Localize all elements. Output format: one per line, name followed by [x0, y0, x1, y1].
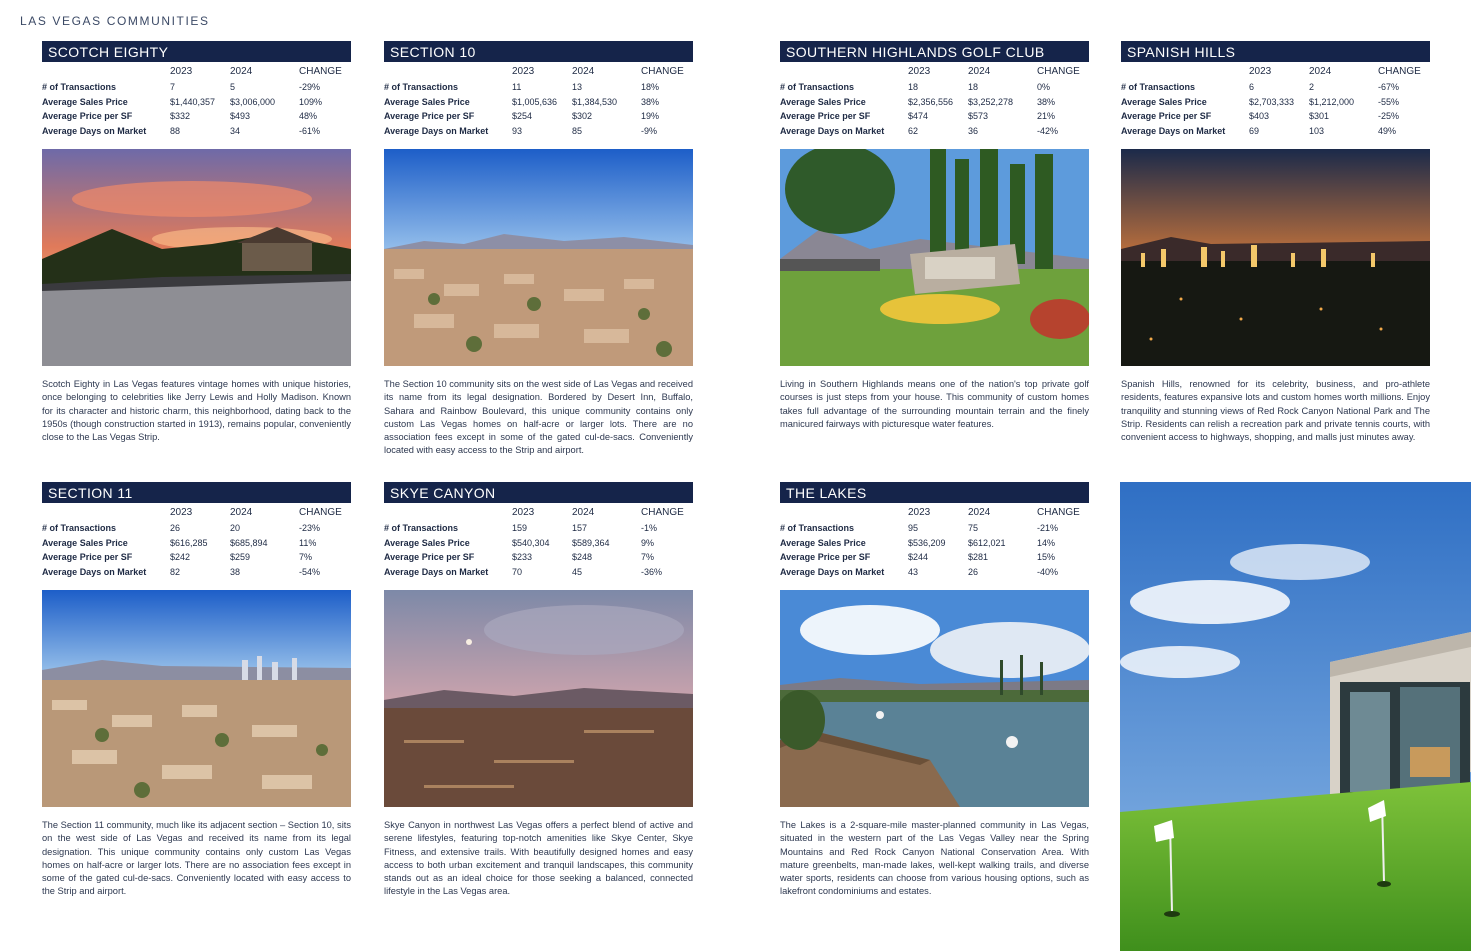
- value-2023: $332: [170, 111, 191, 122]
- stats-row: [1121, 80, 1430, 95]
- value-change: 38%: [641, 96, 660, 107]
- stats-header-change: CHANGE: [299, 66, 342, 77]
- value-2023: 93: [512, 125, 523, 136]
- stats-row: [384, 109, 693, 124]
- value-2024: 38: [230, 566, 241, 577]
- value-2023: 43: [908, 566, 919, 577]
- aerial-strip-view-photo: [42, 590, 351, 807]
- stats-header-row: [384, 507, 693, 521]
- value-2023: 95: [908, 523, 919, 534]
- stats-row: [384, 565, 693, 580]
- metric-label: Average Price per SF: [384, 111, 475, 122]
- value-2023: 7: [170, 82, 176, 93]
- value-change: -54%: [299, 566, 321, 577]
- stats-header-change: CHANGE: [299, 507, 342, 518]
- metric-label: Average Sales Price: [42, 96, 128, 107]
- stats-header-y2024: 2024: [572, 66, 595, 77]
- stats-row: [1121, 124, 1430, 139]
- value-change: -25%: [1378, 111, 1400, 122]
- stats-header-y2024: 2024: [230, 507, 253, 518]
- value-2024: $248: [572, 552, 593, 563]
- value-2024: $573: [968, 111, 989, 122]
- value-2024: $493: [230, 111, 251, 122]
- stats-row: [384, 536, 693, 551]
- golf-club-entrance-photo: [780, 149, 1089, 366]
- stats-header-y2024: 2024: [1309, 66, 1332, 77]
- value-2024: 85: [572, 125, 583, 136]
- community-title: SECTION 11: [42, 482, 351, 503]
- metric-label: Average Sales Price: [1121, 96, 1207, 107]
- stats-row: [780, 80, 1089, 95]
- value-change: 21%: [1037, 111, 1056, 122]
- stats-table: [384, 66, 693, 138]
- community-title: SPANISH HILLS: [1121, 41, 1430, 62]
- value-2023: $616,285: [170, 537, 208, 548]
- stats-row: [384, 521, 693, 536]
- value-2024: 20: [230, 523, 241, 534]
- night-skyline-photo: [1121, 149, 1430, 366]
- community-description: The Lakes is a 2-square-mile master-planned community in Las Vegas, situated in the western part of the Las Vegas Valley near the Spring Mountains and Red Rock Canyon National Conservation Area. With mature greenbelts, man-made lakes, well-kept walking trails, and diverse water sports, residents can choose from various housing options, such as lakefront condominiums and estates.: [780, 820, 1089, 897]
- stats-row: [42, 565, 351, 580]
- metric-label: Average Price per SF: [384, 552, 475, 563]
- community-title: THE LAKES: [780, 482, 1089, 503]
- value-2023: $244: [908, 552, 929, 563]
- value-2023: $2,356,556: [908, 96, 954, 107]
- rooftop-putting-green-photo: [1120, 482, 1471, 951]
- stats-header-metric: [42, 66, 170, 80]
- stats-row: [384, 124, 693, 139]
- value-change: -1%: [641, 523, 658, 534]
- community-card: [780, 41, 1089, 431]
- value-2024: 2: [1309, 82, 1315, 93]
- value-change: -42%: [1037, 125, 1059, 136]
- value-2024: $3,252,278: [968, 96, 1014, 107]
- stats-header-change: CHANGE: [1037, 507, 1080, 518]
- value-2024: 103: [1309, 125, 1325, 136]
- value-2024: $589,364: [572, 537, 610, 548]
- metric-label: Average Price per SF: [780, 111, 871, 122]
- value-change: 14%: [1037, 537, 1056, 548]
- value-2023: $403: [1249, 111, 1270, 122]
- stats-row: [42, 95, 351, 110]
- stats-header-row: [780, 66, 1089, 80]
- stats-header-metric: [384, 507, 512, 521]
- stats-row: [42, 550, 351, 565]
- stats-row: [1121, 109, 1430, 124]
- value-2024: 5: [230, 82, 236, 93]
- value-2023: $254: [512, 111, 533, 122]
- value-2024: 13: [572, 82, 583, 93]
- aerial-neighborhood-photo: [384, 149, 693, 366]
- metric-label: Average Days on Market: [1121, 125, 1226, 136]
- value-2023: 11: [512, 82, 522, 93]
- value-2023: 6: [1249, 82, 1255, 93]
- stats-table: [42, 66, 351, 138]
- stats-header-y2023: 2023: [908, 66, 931, 77]
- community-description: Skye Canyon in northwest Las Vegas offers a perfect blend of active and serene lifestyles, featuring top-notch amenities like Skye Center, Skye Fitness, and extensive trails. With beautifully designed homes and easy access to both urban excitement and tranquil landscapes, this community stands out as an ideal choice for those seeking a balanced, connected lifestyle in the Las Vegas area.: [384, 820, 693, 897]
- value-2023: 18: [908, 82, 919, 93]
- metric-label: Average Days on Market: [42, 566, 147, 577]
- value-change: 38%: [1037, 96, 1056, 107]
- stats-header-row: [384, 66, 693, 80]
- value-change: -40%: [1037, 566, 1059, 577]
- stats-row: [1121, 95, 1430, 110]
- metric-label: Average Price per SF: [1121, 111, 1212, 122]
- stats-row: [780, 95, 1089, 110]
- community-title: SCOTCH EIGHTY: [42, 41, 351, 62]
- value-2023: 69: [1249, 125, 1260, 136]
- stats-row: [42, 109, 351, 124]
- value-2023: $2,703,333: [1249, 96, 1295, 107]
- stats-row: [384, 80, 693, 95]
- community-description: Scotch Eighty in Las Vegas features vintage homes with unique histories, once belonging to celebrities like Jerry Lewis and Holly Madison. Known for its character and historic charm, this neighborhood, dating back to the 1950s (though construction started in 1913), remains popular, conveniently close to the Las Vegas Strip.: [42, 379, 351, 443]
- community-title: SOUTHERN HIGHLANDS GOLF CLUB: [780, 41, 1089, 62]
- metric-label: # of Transactions: [384, 82, 459, 93]
- stats-row: [42, 80, 351, 95]
- stats-header-y2024: 2024: [572, 507, 595, 518]
- value-change: 7%: [641, 552, 655, 563]
- value-2024: 157: [572, 523, 588, 534]
- stats-row: [780, 109, 1089, 124]
- value-2023: 62: [908, 125, 919, 136]
- community-card: [780, 482, 1089, 899]
- stats-header-y2023: 2023: [1249, 66, 1272, 77]
- value-2023: $1,005,636: [512, 96, 558, 107]
- stats-header-change: CHANGE: [1378, 66, 1421, 77]
- value-change: -55%: [1378, 96, 1400, 107]
- community-title: SKYE CANYON: [384, 482, 693, 503]
- value-2024: 18: [968, 82, 979, 93]
- value-2023: 88: [170, 125, 181, 136]
- value-change: -29%: [299, 82, 321, 93]
- value-change: 15%: [1037, 552, 1056, 563]
- stats-header-y2024: 2024: [968, 66, 991, 77]
- stats-header-row: [1121, 66, 1430, 80]
- value-2023: $474: [908, 111, 929, 122]
- stats-table: [780, 66, 1089, 138]
- value-change: 0%: [1037, 82, 1051, 93]
- value-change: 11%: [299, 537, 317, 548]
- value-2024: 34: [230, 125, 241, 136]
- metric-label: # of Transactions: [384, 523, 459, 534]
- value-2024: $259: [230, 552, 251, 563]
- page-header: LAS VEGAS COMMUNITIES: [20, 14, 210, 28]
- value-2024: $281: [968, 552, 989, 563]
- value-2024: $3,006,000: [230, 96, 276, 107]
- community-card: [42, 41, 351, 444]
- stats-header-metric: [42, 507, 170, 521]
- stats-header-row: [42, 507, 351, 521]
- value-2024: $1,212,000: [1309, 96, 1355, 107]
- metric-label: Average Sales Price: [780, 537, 866, 548]
- desert-dusk-aerial-photo: [384, 590, 693, 807]
- value-change: 19%: [641, 111, 660, 122]
- value-change: -36%: [641, 566, 663, 577]
- community-description: Living in Southern Highlands means one of the nation's top private golf courses is just steps from your house. This community of custom homes takes full advantage of the surrounding mountain terrain and the finely manicured fairways with picturesque water features.: [780, 379, 1089, 429]
- community-description: The Section 11 community, much like its adjacent section – Section 10, sits on the west side of Las Vegas and received its name from its legal designation. This unique community contains only custom Las Vegas homes on half-acre or larger lots. There are no association fees except in some of the gated cul-de-sacs. Conveniently located with easy access to the Strip and airport.: [42, 820, 351, 897]
- stats-header-y2023: 2023: [512, 66, 535, 77]
- value-change: 9%: [641, 537, 655, 548]
- stats-header-y2024: 2024: [968, 507, 991, 518]
- metric-label: Average Days on Market: [780, 125, 885, 136]
- value-2023: $536,209: [908, 537, 946, 548]
- value-2023: $233: [512, 552, 533, 563]
- metric-label: Average Days on Market: [42, 125, 147, 136]
- stats-header-y2023: 2023: [512, 507, 535, 518]
- metric-label: # of Transactions: [1121, 82, 1196, 93]
- value-2023: $242: [170, 552, 191, 563]
- value-change: -23%: [299, 523, 321, 534]
- community-card: [1121, 41, 1430, 444]
- stats-table: [42, 507, 351, 579]
- stats-row: [780, 536, 1089, 551]
- sunset-driveway-photo: [42, 149, 351, 366]
- value-2024: $302: [572, 111, 593, 122]
- community-card: [42, 482, 351, 899]
- value-2023: 82: [170, 566, 181, 577]
- stats-header-change: CHANGE: [1037, 66, 1080, 77]
- metric-label: Average Days on Market: [780, 566, 885, 577]
- value-2024: 75: [968, 523, 979, 534]
- stats-header-change: CHANGE: [641, 507, 684, 518]
- value-change: -61%: [299, 125, 321, 136]
- stats-row: [384, 95, 693, 110]
- value-2024: $685,894: [230, 537, 268, 548]
- community-card: [384, 41, 693, 458]
- metric-label: Average Sales Price: [780, 96, 866, 107]
- stats-row: [780, 124, 1089, 139]
- metric-label: Average Days on Market: [384, 125, 489, 136]
- value-change: 109%: [299, 96, 323, 107]
- metric-label: # of Transactions: [42, 82, 117, 93]
- metric-label: Average Price per SF: [42, 111, 133, 122]
- stats-row: [780, 565, 1089, 580]
- metric-label: Average Price per SF: [780, 552, 871, 563]
- value-2024: 26: [968, 566, 979, 577]
- stats-header-y2024: 2024: [230, 66, 253, 77]
- metric-label: Average Price per SF: [42, 552, 133, 563]
- stats-header-change: CHANGE: [641, 66, 684, 77]
- value-2023: $1,440,357: [170, 96, 216, 107]
- stats-header-metric: [780, 507, 908, 521]
- value-change: -67%: [1378, 82, 1400, 93]
- metric-label: Average Sales Price: [384, 537, 470, 548]
- metric-label: Average Sales Price: [384, 96, 470, 107]
- stats-header-metric: [384, 66, 512, 80]
- value-change: 7%: [299, 552, 313, 563]
- value-2023: 159: [512, 523, 528, 534]
- stats-header-y2023: 2023: [908, 507, 931, 518]
- community-description: Spanish Hills, renowned for its celebrity, business, and pro-athlete residents, features expansive lots and custom homes worth millions. Enjoy tranquility and stunning views of Red Rock Canyon National Park and The Strip. Residents can relish a recreation park and private tennis courts, with convenient access to highways, shopping, and malls just minutes away.: [1121, 379, 1430, 443]
- lake-dock-photo: [780, 590, 1089, 807]
- value-2024: 36: [968, 125, 979, 136]
- stats-row: [42, 521, 351, 536]
- community-card: [384, 482, 693, 899]
- metric-label: # of Transactions: [42, 523, 117, 534]
- stats-row: [42, 536, 351, 551]
- stats-table: [780, 507, 1089, 579]
- value-2023: 70: [512, 566, 523, 577]
- stats-header-metric: [780, 66, 908, 80]
- stats-header-row: [42, 66, 351, 80]
- stats-header-y2023: 2023: [170, 507, 193, 518]
- value-2024: $301: [1309, 111, 1330, 122]
- metric-label: # of Transactions: [780, 82, 855, 93]
- value-change: 18%: [641, 82, 660, 93]
- metric-label: Average Sales Price: [42, 537, 128, 548]
- community-title: SECTION 10: [384, 41, 693, 62]
- value-2024: 45: [572, 566, 583, 577]
- value-2023: $540,304: [512, 537, 550, 548]
- stats-row: [780, 550, 1089, 565]
- value-2024: $1,384,530: [572, 96, 618, 107]
- stats-row: [780, 521, 1089, 536]
- value-change: 49%: [1378, 125, 1397, 136]
- stats-header-row: [780, 507, 1089, 521]
- stats-table: [1121, 66, 1430, 138]
- stats-header-y2023: 2023: [170, 66, 193, 77]
- value-change: -9%: [641, 125, 658, 136]
- metric-label: # of Transactions: [780, 523, 855, 534]
- stats-row: [384, 550, 693, 565]
- stats-row: [42, 124, 351, 139]
- metric-label: Average Days on Market: [384, 566, 489, 577]
- value-change: 48%: [299, 111, 318, 122]
- value-2023: 26: [170, 523, 181, 534]
- value-2024: $612,021: [968, 537, 1006, 548]
- community-description: The Section 10 community sits on the west side of Las Vegas and received its name from its legal designation. Bordered by Desert Inn, Buffalo, Sahara and Rainbow Boulevard, this unique community contains only custom Las Vegas homes on half-acre or larger lots. There are no association fees except in some of the gated cul-de-sacs. Conveniently located with easy access to the Strip and airport.: [384, 379, 693, 456]
- stats-table: [384, 507, 693, 579]
- value-change: -21%: [1037, 523, 1059, 534]
- stats-header-metric: [1121, 66, 1249, 80]
